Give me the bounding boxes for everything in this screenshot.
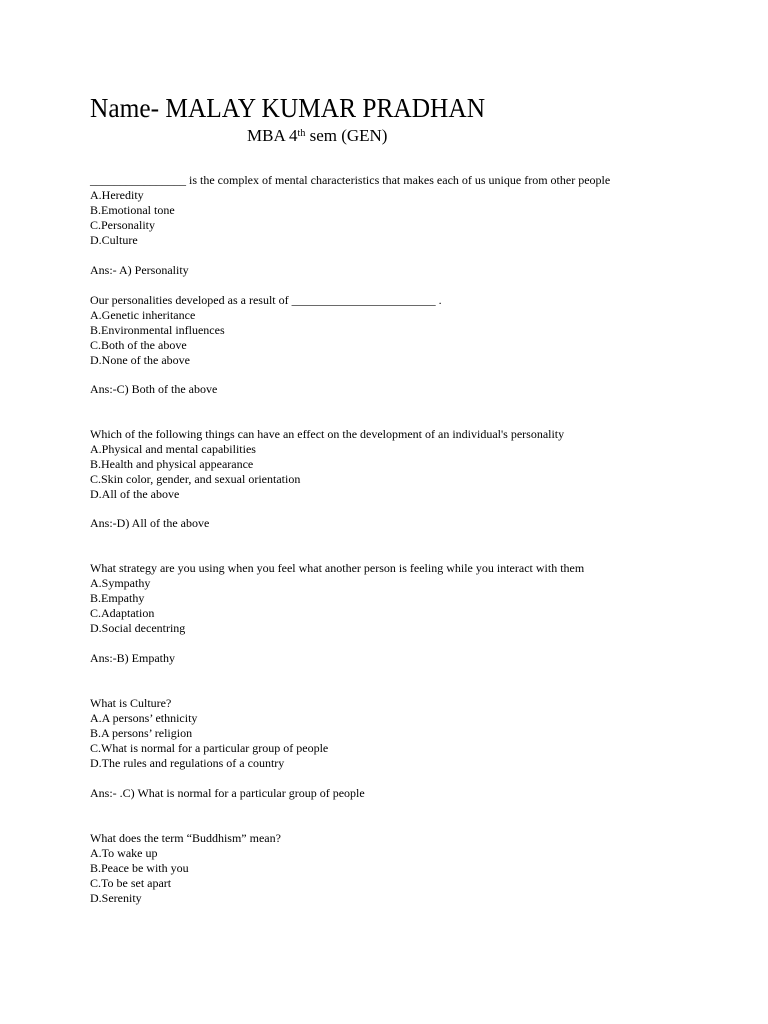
option-a: A.To wake up [90,846,158,860]
option-a: A.Genetic inheritance [90,308,196,322]
student-name-heading: Name- MALAY KUMAR PRADHAN [90,93,486,123]
answer-3: Ans:-D) All of the above [90,516,210,530]
question-6 [90,831,750,906]
question-6-stem: What does the term “Buddhism” mean? [90,831,281,845]
question-1 [90,173,750,248]
answer-5: Ans:- .C) What is normal for a particular group of people [90,786,365,800]
option-b: B.Emotional tone [90,203,175,217]
option-d: D.None of the above [90,353,190,367]
option-d: D.Culture [90,233,138,247]
question-4 [90,561,750,636]
question-2-blank: ________________________ [291,293,436,307]
course-superscript: th [297,128,306,139]
option-a: A.Heredity [90,188,144,202]
option-b: B.Empathy [90,591,145,605]
question-5 [90,696,750,771]
question-2 [90,293,750,368]
answer-4: Ans:-B) Empathy [90,651,175,665]
question-3-stem: Which of the following things can have an effect on the development of an individual's personality [90,427,565,441]
answer-2: Ans:-C) Both of the above [90,382,218,396]
course-rest: sem (GEN) [305,126,388,145]
option-b: B.Peace be with you [90,861,189,875]
question-5-stem: What is Culture? [90,696,172,710]
question-1-text: is the complex of mental characteristics that makes each of us unique from other people [186,173,611,187]
option-d: D.All of the above [90,487,180,501]
question-2-text: Our personalities developed as a result of [90,293,292,307]
option-c: C.Skin color, gender, and sexual orientation [90,472,301,486]
option-a: A.A persons’ ethnicity [90,711,198,725]
option-b: B.Health and physical appearance [90,457,254,471]
course-label: MBA 4 [247,126,298,145]
question-2-stem [90,293,750,308]
option-b: B.Environmental influences [90,323,225,337]
option-c: C.Adaptation [90,606,155,620]
question-4-stem: What strategy are you using when you feel what another person is feeling while you interact with them [90,561,585,575]
option-c: C.Both of the above [90,338,187,352]
option-a: A.Physical and mental capabilities [90,442,256,456]
question-3 [90,427,750,502]
option-d: D.Serenity [90,891,142,905]
answer-1: Ans:- A) Personality [90,263,189,277]
course-subtitle [247,125,387,147]
option-d: D.The rules and regulations of a country [90,756,285,770]
option-d: D.Social decentring [90,621,186,635]
option-c: C.What is normal for a particular group of people [90,741,329,755]
option-c: C.Personality [90,218,155,232]
question-2-end: . [435,293,442,307]
option-b: B.A persons’ religion [90,726,193,740]
option-c: C.To be set apart [90,876,172,890]
question-1-blank: ________________ [90,173,186,187]
question-1-stem [90,173,750,188]
option-a: A.Sympathy [90,576,151,590]
